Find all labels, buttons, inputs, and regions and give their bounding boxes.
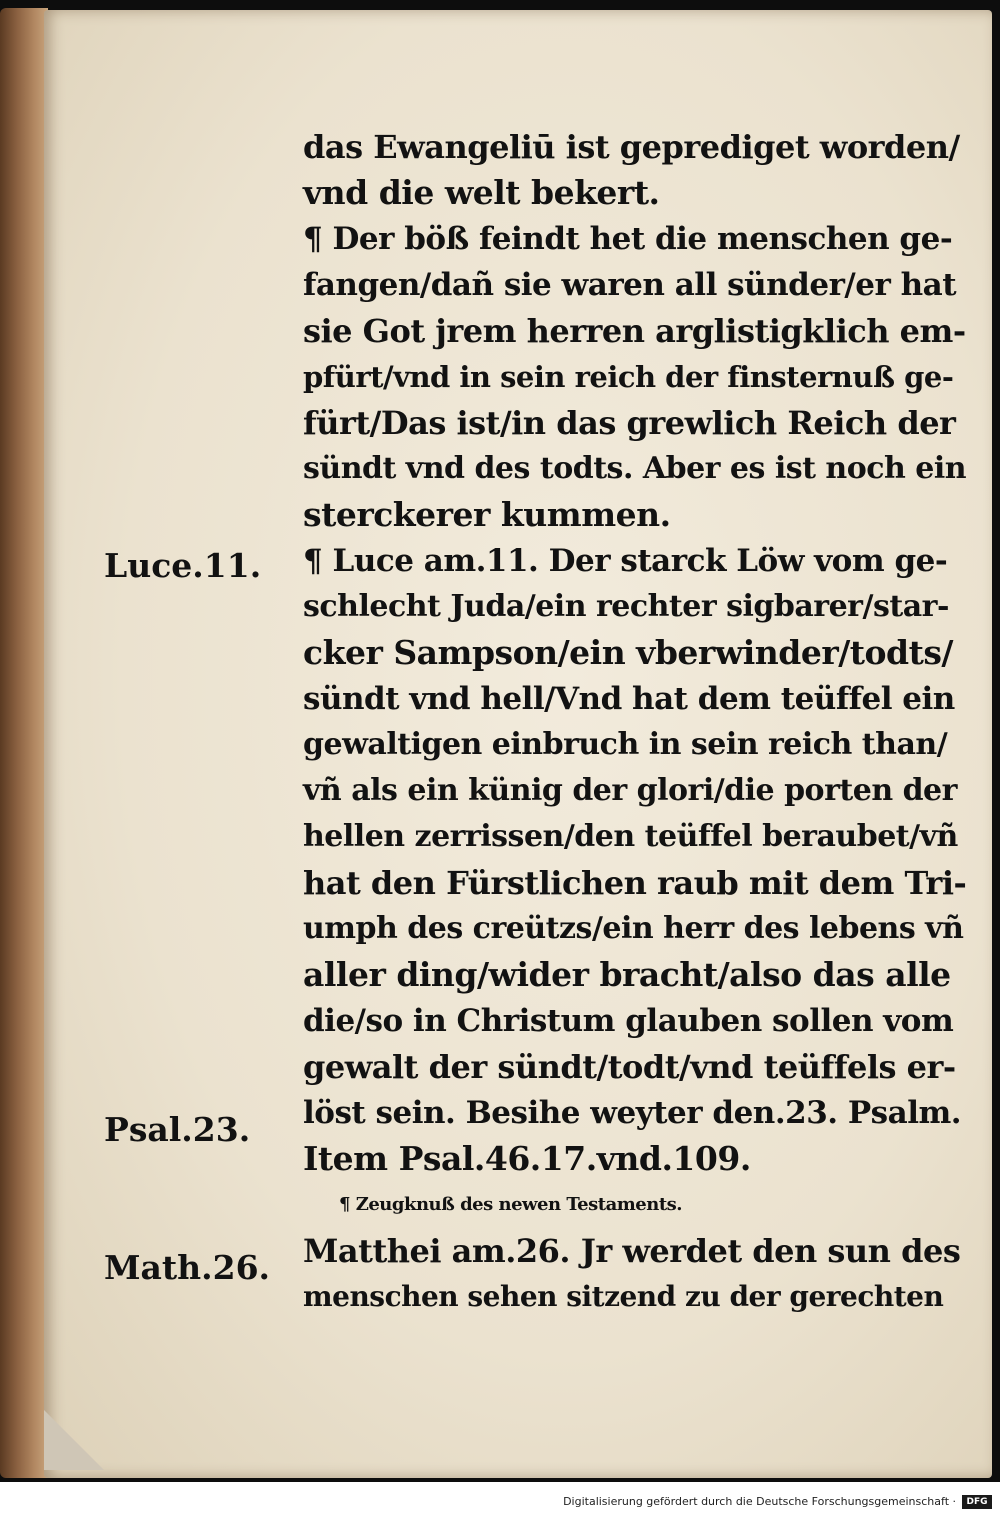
text-line: hellen zerrissen/den teüffel beraubet/vñ (303, 819, 958, 854)
text-line: sündt vnd des todts. Aber es ist noch ein (303, 451, 967, 486)
folded-corner (44, 1410, 104, 1470)
text-line: ¶ Luce am.11. Der starck Löw vom ge- (303, 543, 948, 579)
dfg-logo: DFG (962, 1495, 992, 1509)
margin-note-math: Math.26. (104, 1248, 271, 1287)
text-line: Matthei am.26. Jr werdet den sun des (303, 1232, 961, 1270)
margin-note-luce: Luce.11. (104, 546, 262, 585)
text-line: pfürt/vnd in sein reich der finsternuß ge- (303, 360, 954, 394)
text-line: sterckerer kummen. (303, 495, 671, 534)
text-line: ¶ Der böß feindt het die menschen ge- (303, 221, 953, 257)
text-line: schlecht Juda/ein rechter sigbarer/star- (303, 589, 949, 624)
text-line: hat den Fürstlichen raub mit dem Tri- (303, 864, 967, 902)
text-line: das Ewangeliū ist geprediget worden/ (303, 128, 960, 166)
text-line: umph des creützs/ein herr des lebens vñ (303, 911, 964, 946)
text-line: menschen sehen sitzend zu der gerechten (303, 1280, 944, 1313)
text-line: sie Got jrem herren arglistigklich em- (303, 312, 966, 350)
text-line: fürt/Das ist/in das grewlich Reich der (303, 404, 956, 442)
text-line: die/so in Christum glauben sollen vom (303, 1003, 954, 1039)
book-edge (0, 8, 48, 1478)
text-line: sündt vnd hell/Vnd hat dem teüffel ein (303, 681, 955, 717)
text-line: Item Psal.46.17.vnd.109. (303, 1139, 751, 1178)
text-line: vnd die welt bekert. (303, 173, 660, 212)
text-line: gewalt der sündt/todt/vnd teüffels er- (303, 1048, 956, 1086)
section-heading: ¶ Zeugknuß des newen Testaments. (339, 1194, 683, 1215)
page-text (303, 124, 965, 1320)
text-line: vñ als ein künig der glori/die porten der (303, 773, 957, 808)
text-line: fangen/dañ sie waren all sünder/er hat (303, 267, 957, 303)
margin-note-psal: Psal.23. (104, 1110, 251, 1149)
text-line: löst sein. Besihe weyter den.23. Psalm. (303, 1095, 962, 1131)
footer-credit: Digitalisierung gefördert durch die Deutsche Forschungsgemeinschaft · (563, 1495, 956, 1508)
text-line: gewaltigen einbruch in sein reich than/ (303, 727, 948, 762)
text-line: cker Sampson/ein vberwinder/todts/ (303, 633, 953, 672)
text-line: aller ding/wider bracht/also das alle (303, 955, 951, 994)
footer-bar (0, 1482, 1000, 1518)
